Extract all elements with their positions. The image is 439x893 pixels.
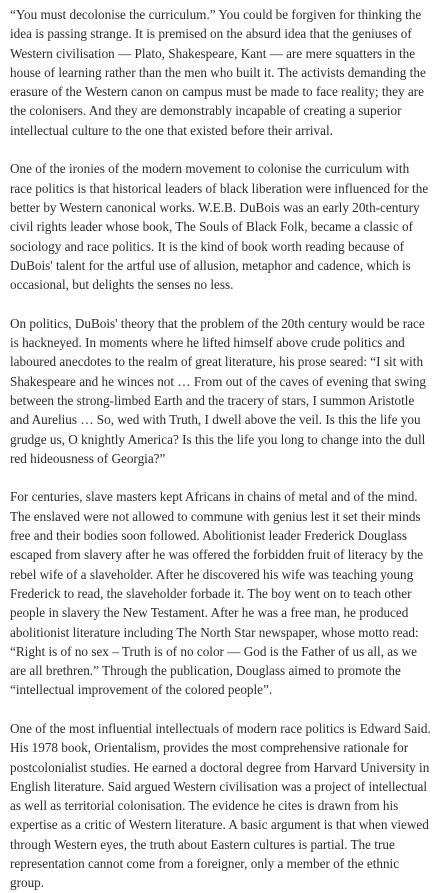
paragraph-dubois-souls-of-black-folk: One of the ironies of the modern movement to colonise the curriculum with race politics is that historical leaders of black liberation were influenced for the better by Western canonical works. W.E.B. DuBois was an early 20th-century civil rights leader whose book, The Souls of Black Folk, became a classic of sociology and race politics. It is the kind of book worth reading because of DuBois' talent for the artful use of allusion, metaphor and cadence, which is occasional, but delights the senses no less. [10,161,429,293]
paragraph-edward-said: One of the most influential intellectuals of modern race politics is Edward Said. His 1978 book, Orientalism, provides the most comprehensive rationale for postcolonialist studies. He earned a doctoral degree from Harvard University in English literature. Said argued Western civilisation was a project of intellectual as well as territorial colonisation. The evidence he cites is drawn from his expertise as a critic of Western literature. A basic argument is that when viewed through Western eyes, the truth about Eastern cultures is partial. The true representation cannot come from a foreigner, only a member of the ethnic group. [10,720,431,891]
paragraph-dubois-politics-quote: On politics, DuBois' theory that the problem of the 20th century would be race is hackneyed. In moments where he lifted himself above crude politics and laboured anecdotes to the realm of great literature, his prose seared: “I sit with Shakespeare and he winces not … From out of the caves of evening that swing between the strong-limbed Earth and the tracery of stars, I summon Aristotle and Aurelius … So, wed with Truth, I dwell above the veil. Is this the life you grudge us, O knightly America? Is this the life you long to change into the dull red hideousness of Georgia?” [10,315,427,466]
article-body [10,5,434,893]
paragraph-frederick-douglass: For centuries, slave masters kept Africans in chains of metal and of the mind. The enslaved were not allowed to commune with genius lest it set their minds free and their bodies soon followed. Abolitionist leader Frederick Douglass escaped from slavery after he was offered the forbidden fruit of literacy by the rebel wife of a slaveholder. After he discovered his wife was teaching young Frederick to read, the slaveholder forbade it. The boy went on to teach other people in slavery the New Testament. After he was a free man, he produced abolitionist literature including The North Star newspaper, whose motto read: “Right is of no sex – Truth is of no color — God is the Father of us all, as we are all brethren.” Through the publication, Douglass aimed to promote the “intellectual improvement of the colored people”. [10,489,424,698]
paragraph-decolonise-curriculum: “You must decolonise the curriculum.” You could be forgiven for thinking the idea is passing strange. It is premised on the absurd idea that the geniuses of Western civilisation — Plato, Shakespeare, Kant — are mere squatters in the house of learning rather than the men who built it. The activists demanding the erasure of the Western canon on campus must be made to face reality; they are the colonisers. And they are demonstrably incapable of creating a superior intellectual culture to the one that existed before their arrival. [10,7,426,138]
